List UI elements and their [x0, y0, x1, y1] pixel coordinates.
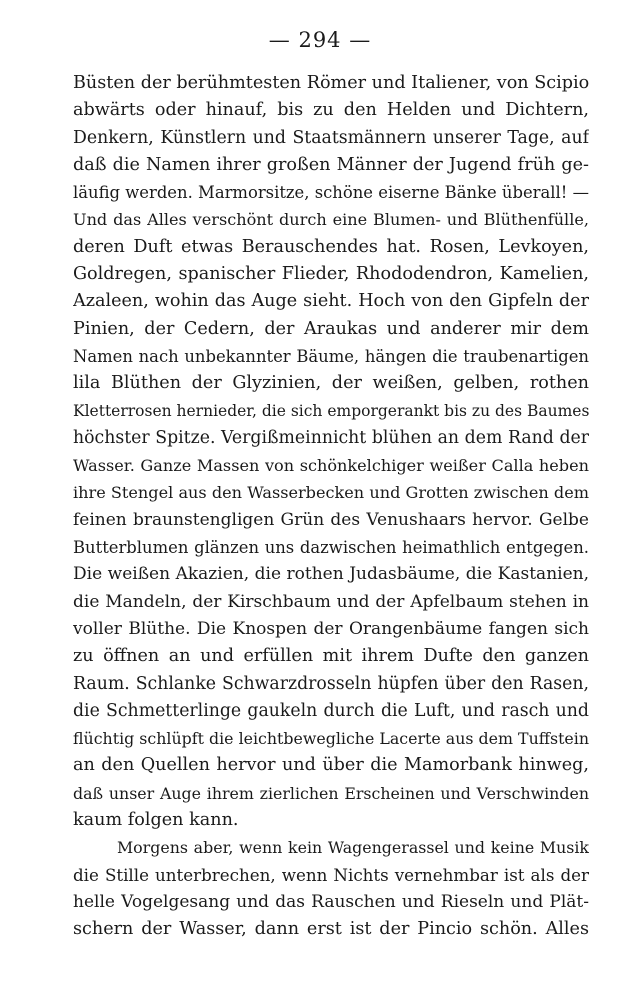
- text-line: Denkern, Künstlern und Staatsmännern unserer Tage, auf: [73, 127, 589, 148]
- text-line: Die weißen Akazien, die rothen Judasbäume, die Kastanien,: [73, 564, 589, 585]
- text-line: Azaleen, wohin das Auge sieht. Hoch von den Gipfeln der: [73, 291, 589, 312]
- text-line: daß die Namen ihrer großen Männer der Jugend früh ge-: [73, 154, 589, 175]
- paragraph-1: [73, 70, 589, 834]
- paragraph-2: [73, 834, 589, 943]
- text-line: die Stille unterbrechen, wenn Nichts vernehmbar ist als der: [73, 864, 589, 885]
- text-line: kaum folgen kann.: [73, 810, 239, 831]
- text-line: abwärts oder hinauf, bis zu den Helden und Dichtern,: [73, 100, 589, 121]
- page-number: — 294 —: [268, 28, 372, 52]
- text-line: daß unser Auge ihrem zierlichen Erscheinen und Verschwinden: [73, 783, 589, 803]
- text-line: zu öffnen an und erfüllen mit ihrem Dufte den ganzen: [73, 646, 589, 667]
- text-line: deren Duft etwas Berauschendes hat. Rosen, Levkoyen,: [73, 236, 589, 257]
- text-line: die Mandeln, der Kirschbaum und der Apfelbaum stehen in: [73, 591, 589, 612]
- text-line: die Schmetterlinge gaukeln durch die Luft, und rasch und: [73, 700, 589, 721]
- text-line: helle Vogelgesang und das Rauschen und Rieseln und Plät-: [73, 891, 589, 912]
- text-line: höchster Spitze. Vergißmeinnicht blühen an dem Rand der: [73, 427, 589, 448]
- text-line: Namen nach unbekannter Bäume, hängen die traubenartigen: [73, 346, 589, 366]
- text-line: ihre Stengel aus den Wasserbecken und Grotten zwischen dem: [73, 483, 589, 503]
- text-line: Wasser. Ganze Massen von schönkelchiger weißer Calla heben: [73, 456, 589, 476]
- text-line: Raum. Schlanke Schwarzdrosseln hüpfen über den Rasen,: [73, 673, 589, 694]
- text-line: Goldregen, spanischer Flieder, Rhododendron, Kamelien,: [73, 264, 589, 285]
- text-line: flüchtig schlüpft die leichtbewegliche Lacerte aus dem Tuffstein: [73, 729, 589, 749]
- text-line: Büsten der berühmtesten Römer und Italiener, von Scipio: [73, 73, 589, 93]
- text-line: voller Blüthe. Die Knospen der Orangenbäume fangen sich: [73, 618, 589, 639]
- text-line: Butterblumen glänzen uns dazwischen heimathlich entgegen.: [73, 538, 589, 558]
- text-line: läufig werden. Marmorsitze, schöne eiserne Bänke überall! —: [73, 183, 589, 203]
- text-line: Morgens aber, wenn kein Wagengerassel und keine Musik: [117, 838, 589, 858]
- text-line: Kletterrosen hernieder, die sich emporgerankt bis zu des Baumes: [73, 401, 589, 420]
- text-line: schern der Wasser, dann erst ist der Pincio schön. Alles: [73, 919, 589, 940]
- text-line: Und das Alles verschönt durch eine Blumen- und Blüthenfülle,: [73, 210, 589, 230]
- text-line: feinen braunstengligen Grün des Venushaars hervor. Gelbe: [73, 509, 589, 530]
- body-text: [73, 70, 589, 944]
- text-line: Pinien, der Cedern, der Araukas und anderer mir dem: [73, 318, 589, 339]
- text-line: an den Quellen hervor und über die Mamorbank hinweg,: [73, 755, 589, 776]
- text-line: lila Blüthen der Glyzinien, der weißen, gelben, rothen: [73, 373, 589, 394]
